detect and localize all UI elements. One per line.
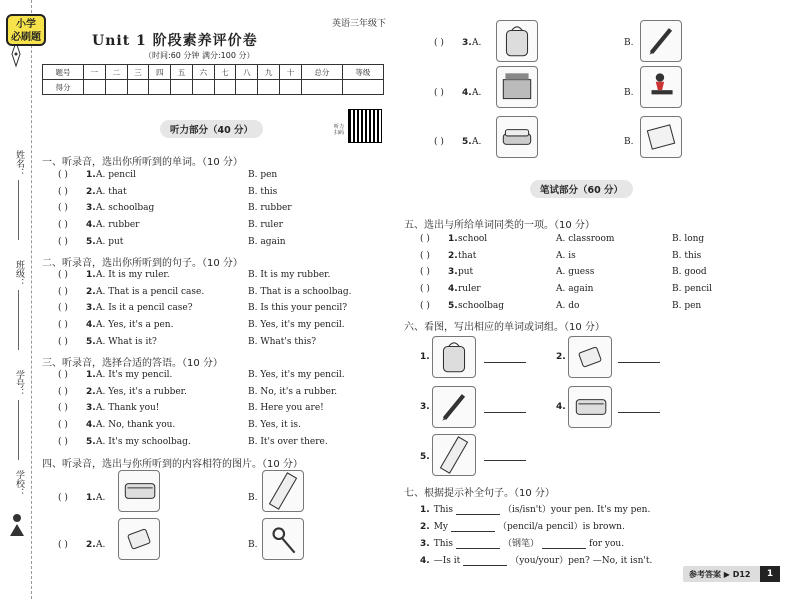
question-row <box>58 337 388 351</box>
name-label: 姓名： <box>14 150 24 177</box>
score-input-cell[interactable] <box>192 80 214 95</box>
question-number: 2. <box>86 540 96 550</box>
option-b-label: B. <box>624 88 634 98</box>
question-number: 2. <box>420 522 430 532</box>
question-number: 2. <box>86 186 96 197</box>
answer-line[interactable] <box>618 412 660 413</box>
answer-blank[interactable]: ( ) <box>58 493 68 503</box>
picture-question-row <box>434 38 494 52</box>
section-6-heading: 六、看图，写出相应的单词或词组。（10 分） <box>404 322 605 333</box>
question-number: 1. <box>86 493 96 503</box>
question-number: 1. <box>448 234 458 244</box>
option-a[interactable]: A. guess <box>556 267 595 278</box>
answer-blank[interactable]: ( ) <box>58 170 68 180</box>
name-line <box>18 180 19 240</box>
brand-logo <box>6 14 46 46</box>
question-number: 5. <box>420 452 430 462</box>
sentence-row <box>420 536 624 549</box>
question-number: 2. <box>86 386 96 397</box>
option-a[interactable]: A. schoolbag <box>96 203 155 214</box>
question-number: 2. <box>86 286 96 297</box>
option-a[interactable]: A. No, thank you. <box>96 420 176 431</box>
option-b[interactable]: B. rubber <box>248 203 292 214</box>
question-number: 4. <box>86 320 96 331</box>
question-row <box>58 403 388 417</box>
sentence-row <box>420 553 655 566</box>
score-input-cell[interactable] <box>301 80 342 95</box>
pencil-case-icon <box>568 386 612 428</box>
option-b[interactable]: B. this <box>672 250 702 261</box>
option-a[interactable]: A. Is it a pencil case? <box>96 303 193 314</box>
question-row <box>58 270 388 284</box>
section-7-heading: 七、根据提示补全句子。（10 分） <box>404 488 555 499</box>
score-table <box>42 64 384 95</box>
question-row <box>58 203 388 217</box>
qr-code-icon[interactable] <box>348 109 382 143</box>
score-cell: 九 <box>258 65 280 80</box>
sentence-hint: （钢笔） <box>502 539 539 549</box>
page-title: Unit 1 阶段素养评价卷 <box>92 33 258 49</box>
score-table-score-row <box>43 80 384 95</box>
question-number: 3. <box>86 403 96 414</box>
question-number: 5. <box>86 436 96 447</box>
answer-blank[interactable]: ( ) <box>420 250 430 261</box>
question-row <box>420 251 770 265</box>
rubber-icon <box>568 336 612 378</box>
score-input-cell[interactable] <box>171 80 193 95</box>
question-number: 5. <box>448 300 458 311</box>
option-a[interactable]: A. put <box>96 236 124 247</box>
section-5-heading: 五、选出与所给单词同类的一项。（10 分） <box>404 220 595 231</box>
fill-blank[interactable] <box>542 540 586 549</box>
score-row-label: 得分 <box>43 80 84 95</box>
answer-blank[interactable]: ( ) <box>58 186 68 197</box>
sentence-start: This <box>433 539 453 549</box>
option-b[interactable]: B. again <box>248 236 286 247</box>
option-a-label: A. <box>96 493 106 503</box>
sentence-row <box>420 502 653 515</box>
question-number: 5. <box>86 336 96 347</box>
answer-blank[interactable]: ( ) <box>58 386 68 397</box>
score-input-cell[interactable] <box>342 80 383 95</box>
score-input-cell[interactable] <box>280 80 302 95</box>
sentence-hint: （is/isn't）your pen. It's my pen. <box>502 505 651 515</box>
option-b[interactable]: B. ruler <box>248 220 283 231</box>
picture-question-row <box>434 88 494 102</box>
answer-blank[interactable]: ( ) <box>58 403 68 414</box>
writing-section-label: 笔试部分（60 分） <box>530 180 633 198</box>
score-cell: 二 <box>105 65 127 80</box>
answer-blank[interactable]: ( ) <box>58 540 68 550</box>
boy-reading-icon <box>6 512 28 538</box>
option-a-label: A. <box>96 540 106 550</box>
option-a[interactable]: A. that <box>96 186 127 197</box>
picture-question-row <box>434 137 494 151</box>
question-number: 4. <box>556 402 566 412</box>
school-label: 学校： <box>14 470 24 497</box>
fill-blank[interactable] <box>456 540 500 549</box>
option-b[interactable]: B. pen <box>672 300 702 311</box>
question-row <box>58 220 388 234</box>
option-b[interactable]: B. Here you are! <box>248 403 324 414</box>
answer-line[interactable] <box>484 412 526 413</box>
section-4-heading: 四、听录音，选出与你所听到的内容相符的图片。（10 分） <box>42 459 303 470</box>
score-input-cell[interactable] <box>258 80 280 95</box>
score-cell: 题号 <box>43 65 84 80</box>
answer-blank[interactable]: ( ) <box>58 336 68 347</box>
sentence-start: This <box>433 505 453 515</box>
pencil-icon <box>640 20 682 62</box>
question-number: 1. <box>420 352 430 362</box>
option-b[interactable]: B. this <box>248 186 278 197</box>
ruler-icon <box>432 434 476 476</box>
score-cell: 五 <box>171 65 193 80</box>
fill-blank[interactable] <box>456 506 500 515</box>
question-row <box>58 370 388 384</box>
ruler-icon <box>262 470 304 512</box>
answer-blank[interactable]: ( ) <box>58 203 68 214</box>
score-cell: 等级 <box>342 65 383 80</box>
qr-label: 听力扫码 <box>334 124 345 136</box>
question-row <box>420 284 770 298</box>
question-row <box>58 387 388 401</box>
option-b-label: B. <box>248 540 258 550</box>
score-cell: 总分 <box>301 65 342 80</box>
question-number: 2. <box>556 352 566 362</box>
keys-icon <box>262 518 304 560</box>
option-b[interactable]: B. It's over there. <box>248 436 328 447</box>
score-table-header-row <box>43 65 384 80</box>
option-a[interactable]: A. Yes, it's a rubber. <box>96 386 187 397</box>
girl-desk-icon <box>640 66 682 108</box>
option-b[interactable]: B. It is my rubber. <box>248 270 331 280</box>
answer-blank[interactable]: ( ) <box>58 420 68 431</box>
option-b[interactable]: B. No, it's a rubber. <box>248 386 338 397</box>
logo-line-2: 必刷题 <box>11 32 41 43</box>
answer-blank[interactable]: ( ) <box>58 370 68 380</box>
given-word: ruler <box>458 284 481 295</box>
answer-blank[interactable]: ( ) <box>420 234 430 244</box>
option-a[interactable]: A. again <box>556 284 594 295</box>
section-2-heading: 二、听录音，选出你所听到的句子。（10 分） <box>42 258 243 269</box>
class-label: 班级： <box>14 260 24 287</box>
option-a-label: A. <box>472 38 482 48</box>
option-b[interactable]: B. Yes, it's my pencil. <box>248 320 345 331</box>
option-b[interactable]: B. Is this your pencil? <box>248 303 348 314</box>
option-a-label: A. <box>472 88 482 98</box>
answer-blank[interactable]: ( ) <box>58 286 68 297</box>
question-number: 1. <box>86 170 96 180</box>
option-b[interactable]: B. What's this? <box>248 336 317 347</box>
question-number: 3. <box>462 38 472 48</box>
answer-blank[interactable]: ( ) <box>58 236 68 247</box>
question-row <box>58 420 388 434</box>
book-icon <box>640 116 682 158</box>
score-input-cell[interactable] <box>127 80 149 95</box>
option-b[interactable]: B. Yes, it is. <box>248 420 301 431</box>
option-a[interactable]: A. It's my pencil. <box>96 370 173 380</box>
option-b[interactable]: B. That is a schoolbag. <box>248 286 352 297</box>
answer-blank[interactable]: ( ) <box>58 320 68 331</box>
score-cell: 七 <box>214 65 236 80</box>
question-row <box>420 267 770 281</box>
score-cell: 十 <box>280 65 302 80</box>
score-cell: 一 <box>84 65 106 80</box>
sentence-end: for you. <box>589 539 625 549</box>
option-b[interactable]: B. Yes, it's my pencil. <box>248 370 345 380</box>
score-input-cell[interactable] <box>236 80 258 95</box>
option-b[interactable]: B. pencil <box>672 284 713 295</box>
answer-reference[interactable]: 参考答案 ▶ D12 <box>683 566 779 582</box>
question-number: 1. <box>420 505 430 515</box>
question-row <box>420 234 770 248</box>
score-cell: 三 <box>127 65 149 80</box>
option-b-label: B. <box>624 137 634 147</box>
option-b-label: B. <box>248 493 258 503</box>
question-number: 4. <box>420 556 430 566</box>
question-number: 4. <box>86 220 96 231</box>
answer-blank[interactable]: ( ) <box>420 267 430 278</box>
question-row <box>58 170 388 184</box>
option-a[interactable]: A. What is it? <box>96 336 157 347</box>
option-a[interactable]: A. pencil <box>96 170 136 180</box>
question-number: 5. <box>462 137 472 147</box>
question-row <box>58 287 388 301</box>
question-number: 4. <box>86 420 96 431</box>
question-row <box>58 237 388 251</box>
class-line <box>18 290 19 350</box>
option-a-label: A. <box>472 137 482 147</box>
option-a[interactable]: A. It is my ruler. <box>96 270 170 280</box>
question-number: 5. <box>86 236 96 247</box>
section-3-heading: 三、听录音，选择合适的答语。（10 分） <box>42 358 223 369</box>
answer-blank[interactable]: ( ) <box>58 220 68 231</box>
score-cell: 四 <box>149 65 171 80</box>
question-number: 3. <box>420 539 430 549</box>
logo-line-1: 小学 <box>16 19 36 30</box>
answer-blank[interactable]: ( ) <box>434 137 444 147</box>
question-row <box>58 320 388 334</box>
answer-blank[interactable]: ( ) <box>58 270 68 280</box>
question-number: 3. <box>420 402 430 412</box>
question-number: 4. <box>448 284 458 295</box>
option-a[interactable]: A. Thank you! <box>96 403 160 414</box>
picture-question-row <box>58 540 118 554</box>
question-number: 3. <box>86 303 96 314</box>
question-row <box>420 301 770 315</box>
given-word: schoolbag <box>458 300 505 311</box>
sentence-start: —Is it <box>433 556 461 566</box>
option-b[interactable]: B. pen <box>248 170 278 180</box>
answer-blank[interactable]: ( ) <box>434 88 444 98</box>
option-a[interactable]: A. do <box>556 300 580 311</box>
sentence-hint: （pencil/a pencil）is brown. <box>498 522 625 532</box>
question-number: 2. <box>448 250 458 261</box>
score-cell: 六 <box>192 65 214 80</box>
page-number: 1 <box>760 566 780 582</box>
option-a[interactable]: A. rubber <box>96 220 140 231</box>
score-input-cell[interactable] <box>105 80 127 95</box>
schoolbag-icon <box>432 336 476 378</box>
option-a[interactable]: A. It's my schoolbag. <box>96 436 191 447</box>
desk-icon <box>496 66 538 108</box>
answer-blank[interactable]: ( ) <box>420 284 430 295</box>
schoolbag-icon <box>496 20 538 62</box>
question-row <box>58 303 388 317</box>
pencil-case-icon <box>118 470 160 512</box>
answer-line[interactable] <box>484 362 526 363</box>
answer-blank[interactable]: ( ) <box>434 38 444 48</box>
score-cell: 八 <box>236 65 258 80</box>
question-number: 1. <box>86 370 96 380</box>
option-a[interactable]: A. is <box>556 250 576 261</box>
answer-blank[interactable]: ( ) <box>58 436 68 447</box>
question-number: 4. <box>462 88 472 98</box>
option-a[interactable]: A. Yes, it's a pen. <box>96 320 174 331</box>
score-input-cell[interactable] <box>84 80 106 95</box>
question-number: 1. <box>86 270 96 280</box>
given-word: school <box>458 234 488 244</box>
rubber-icon <box>118 518 160 560</box>
number-line <box>18 400 19 460</box>
option-a[interactable]: A. classroom <box>556 234 615 244</box>
sentence-start: My <box>433 522 448 532</box>
option-b-label: B. <box>624 38 634 48</box>
grade-tag: 英语三年级下 <box>332 19 387 29</box>
fill-blank[interactable] <box>463 557 507 566</box>
section-1-heading: 一、听录音，选出你所听到的单词。（10 分） <box>42 157 243 168</box>
question-row <box>58 187 388 201</box>
option-a[interactable]: A. That is a pencil case. <box>96 286 205 297</box>
answer-blank[interactable]: ( ) <box>420 300 430 311</box>
listening-section-label: 听力部分（40 分） <box>160 120 263 138</box>
given-word: that <box>458 250 477 261</box>
given-word: put <box>458 267 474 278</box>
option-b[interactable]: B. long <box>672 234 705 244</box>
student-number-label: 学号： <box>14 370 24 397</box>
pencil-icon <box>432 386 476 428</box>
picture-question-row <box>58 493 118 507</box>
answer-line[interactable] <box>618 362 660 363</box>
binding-strip <box>0 0 32 599</box>
sentence-hint: （you/your）pen? —No, it isn't. <box>510 556 653 566</box>
option-b[interactable]: B. good <box>672 267 707 278</box>
sentence-row <box>420 519 628 532</box>
question-row <box>58 437 388 451</box>
score-input-cell[interactable] <box>214 80 236 95</box>
score-input-cell[interactable] <box>149 80 171 95</box>
time-score-note: （时间:60 分钟 满分:100 分） <box>144 51 255 60</box>
question-number: 3. <box>448 267 458 278</box>
answer-line[interactable] <box>484 460 526 461</box>
sofa-icon <box>496 116 538 158</box>
answer-blank[interactable]: ( ) <box>58 303 68 314</box>
question-number: 3. <box>86 203 96 214</box>
fill-blank[interactable] <box>451 523 495 532</box>
